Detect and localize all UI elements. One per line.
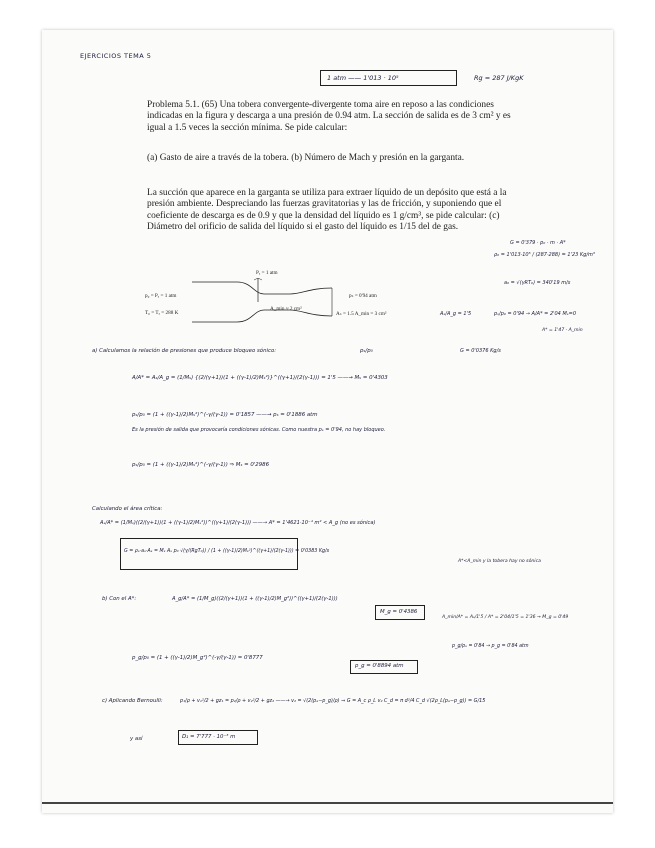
eq-bernoulli: p₁/ρ + v₁²/2 + gz₁ = p₂/ρ + v₂²/2 + gz₂ ——→ v₂ = √(2(pₐ−p_g)/ρ) ⇒ G = A_c ρ_L v₂ C_d = π d²/4 C_d √(2ρ_L(pₐ−p_g)) = G/15 xyxy=(180,698,486,704)
problem-statement-intro: Problema 5.1. (65) Una tobera convergente-divergente toma aire en reposo a las condiciones indicadas en la figura y descarga a una presión de 0.94 atm. La sección de salida es de 3 cm² y es igual a 1.5 veces la sección mínima. Se pide calcular: xyxy=(147,100,511,133)
note-density: ρ₀ = 1'013·10⁵ / (287·288) = 1'23 Kg/m³ xyxy=(494,252,595,258)
throat-mach-side-calc: A_min/A* = Aₛ/1'5 / A* = 2'04/1'5 = 1'36 → M_g = 0'49 xyxy=(442,615,569,620)
sonic-pressure-note: Es la presión de salida que provocaría condiciones sónicas. Como nuestra pₛ = 0'94, no hay bloqueo. xyxy=(132,427,386,433)
note-mass-flow-formula: G = 0'379 · p₀ · m · A* xyxy=(510,240,566,246)
mass-flow-box xyxy=(120,538,298,570)
note-critical-area: A* = 1'47 · A_min xyxy=(542,328,583,333)
part-a-ratio: pₛ/p₀ xyxy=(360,348,373,354)
eq-critical-area: Aₛ/A* = (1/Mₛ)((2/(γ+1))(1 + ((γ-1)/2)Mₛ²))^((γ+1)/(2(γ-1))) ——→ A* = 1'4621·10⁻⁴ m² < A_g (no es sónica) xyxy=(100,520,376,526)
exit-pressure-label: pₛ = 0'94 atm xyxy=(349,293,377,299)
ambient-pressure-label: Pₐ = 1 atm xyxy=(256,270,278,276)
eq-area-mach: A/A* = Aₛ/A_g = (1/Mₛ) {(2/(γ+1))(1 + ((γ-1)/2)Mₛ²)}^((γ+1)/(2(γ-1))) = 1'5 ——→ Mₛ = 0'4303 xyxy=(132,375,388,381)
throat-area-label: A_min ≈ 2 cm² xyxy=(270,306,302,312)
gas-constant: Rg = 287 J/KgK xyxy=(474,74,524,82)
critical-area-heading: Calculando el área crítica: xyxy=(92,506,163,512)
throat-mach-result: M_g = 0'4386 xyxy=(380,609,418,615)
part-c-heading: c) Aplicando Bernoulli: xyxy=(102,698,163,704)
area-ratio-note: Aₛ/A_g = 1'5 xyxy=(440,311,472,317)
eq-mass-flow: G = ρₛ·aₛ·Aₛ = Mₛ Aₛ p₀ √(γ/(RgT₀)) / (1 + ((γ-1)/2)Mₛ²)^((γ+1)/(2(γ-1))) = 0'0383 Kg/s xyxy=(124,549,330,554)
note-sound-speed: a₀ = √(γRT₀) = 340'19 m/s xyxy=(504,280,571,286)
problem-statement-questions: (a) Gasto de aire a través de la tobera. (b) Número de Mach y presión en la garganta. xyxy=(147,153,465,163)
note-mass-flow-value: G = 0'0376 Kg/s xyxy=(460,348,501,354)
inlet-pressure-label: p₀ = Pₐ = 1 atm xyxy=(145,293,177,299)
atm-conversion: 1 atm —— 1'013 · 10⁵ xyxy=(327,74,399,82)
page-bottom-rule xyxy=(42,802,613,804)
throat-pressure-side-calc: p_g/pₛ = 0'84 → p_g = 0'84 atm xyxy=(452,644,529,649)
part-a-heading: a) Calculamos la relación de presiones que produce bloqueo sónico: xyxy=(92,348,277,354)
note-exit-pressure: pₛ/p₀ = 0'94 → A/A* = 2'04 Mₛ=0 xyxy=(494,311,577,317)
eq-sonic-pressure: pₛ/p₀ = (1 + ((γ-1)/2)Mₛ²)^(-γ/(γ-1)) = 0'1857 ——→ pₛ = 0'1886 atm xyxy=(132,412,318,418)
problem-statement-suction: La succión que aparece en la garganta se utiliza para extraer líquido de un depósito que está a la presión ambiente. Despreciando las fuerzas gravitatorias y las de fricción, y suponiendo que el coeficiente de descarga es de 0.9 y que la densidad del líquido es 1 g/cm³, se pide calcular: (c) Diámetro del orificio de salida del líquido si el gasto del líquido es 1/15 del de gas. xyxy=(147,188,507,233)
nozzle-diagram xyxy=(192,278,342,328)
part-c-result-label: y así xyxy=(130,736,143,742)
throat-pressure-result: p_g = 0'8894 atm xyxy=(355,663,404,669)
exercise-heading: EJERCICIOS TEMA 5 xyxy=(80,52,152,60)
non-sonic-note: A*<A_min y la tobera hay no sónica xyxy=(458,559,541,564)
part-b-heading: b) Con el A*: xyxy=(102,596,137,602)
eq-throat-area-mach: A_g/A* = (1/M_g)((2/(γ+1))(1 + ((γ-1)/2)M_g²))^((γ+1)/(2(γ-1))) xyxy=(172,596,338,602)
scanned-page xyxy=(42,30,613,813)
orifice-diameter-result: D₁ = 7'777 · 10⁻³ m xyxy=(182,734,236,740)
inlet-temperature-label: T₀ = Tₐ = 288 K xyxy=(145,310,179,316)
eq-throat-pressure: p_g/p₀ = (1 + ((γ-1)/2)M_g²)^(-γ/(γ-1)) = 0'8777 xyxy=(132,655,263,661)
exit-area-label: Aₛ = 1.5 A_min = 3 cm² xyxy=(336,311,387,317)
eq-exit-mach: pₛ/p₀ = (1 + ((γ-1)/2)Mₛ²)^(-γ/(γ-1)) ⇒ Mₛ = 0'2986 xyxy=(132,462,270,468)
